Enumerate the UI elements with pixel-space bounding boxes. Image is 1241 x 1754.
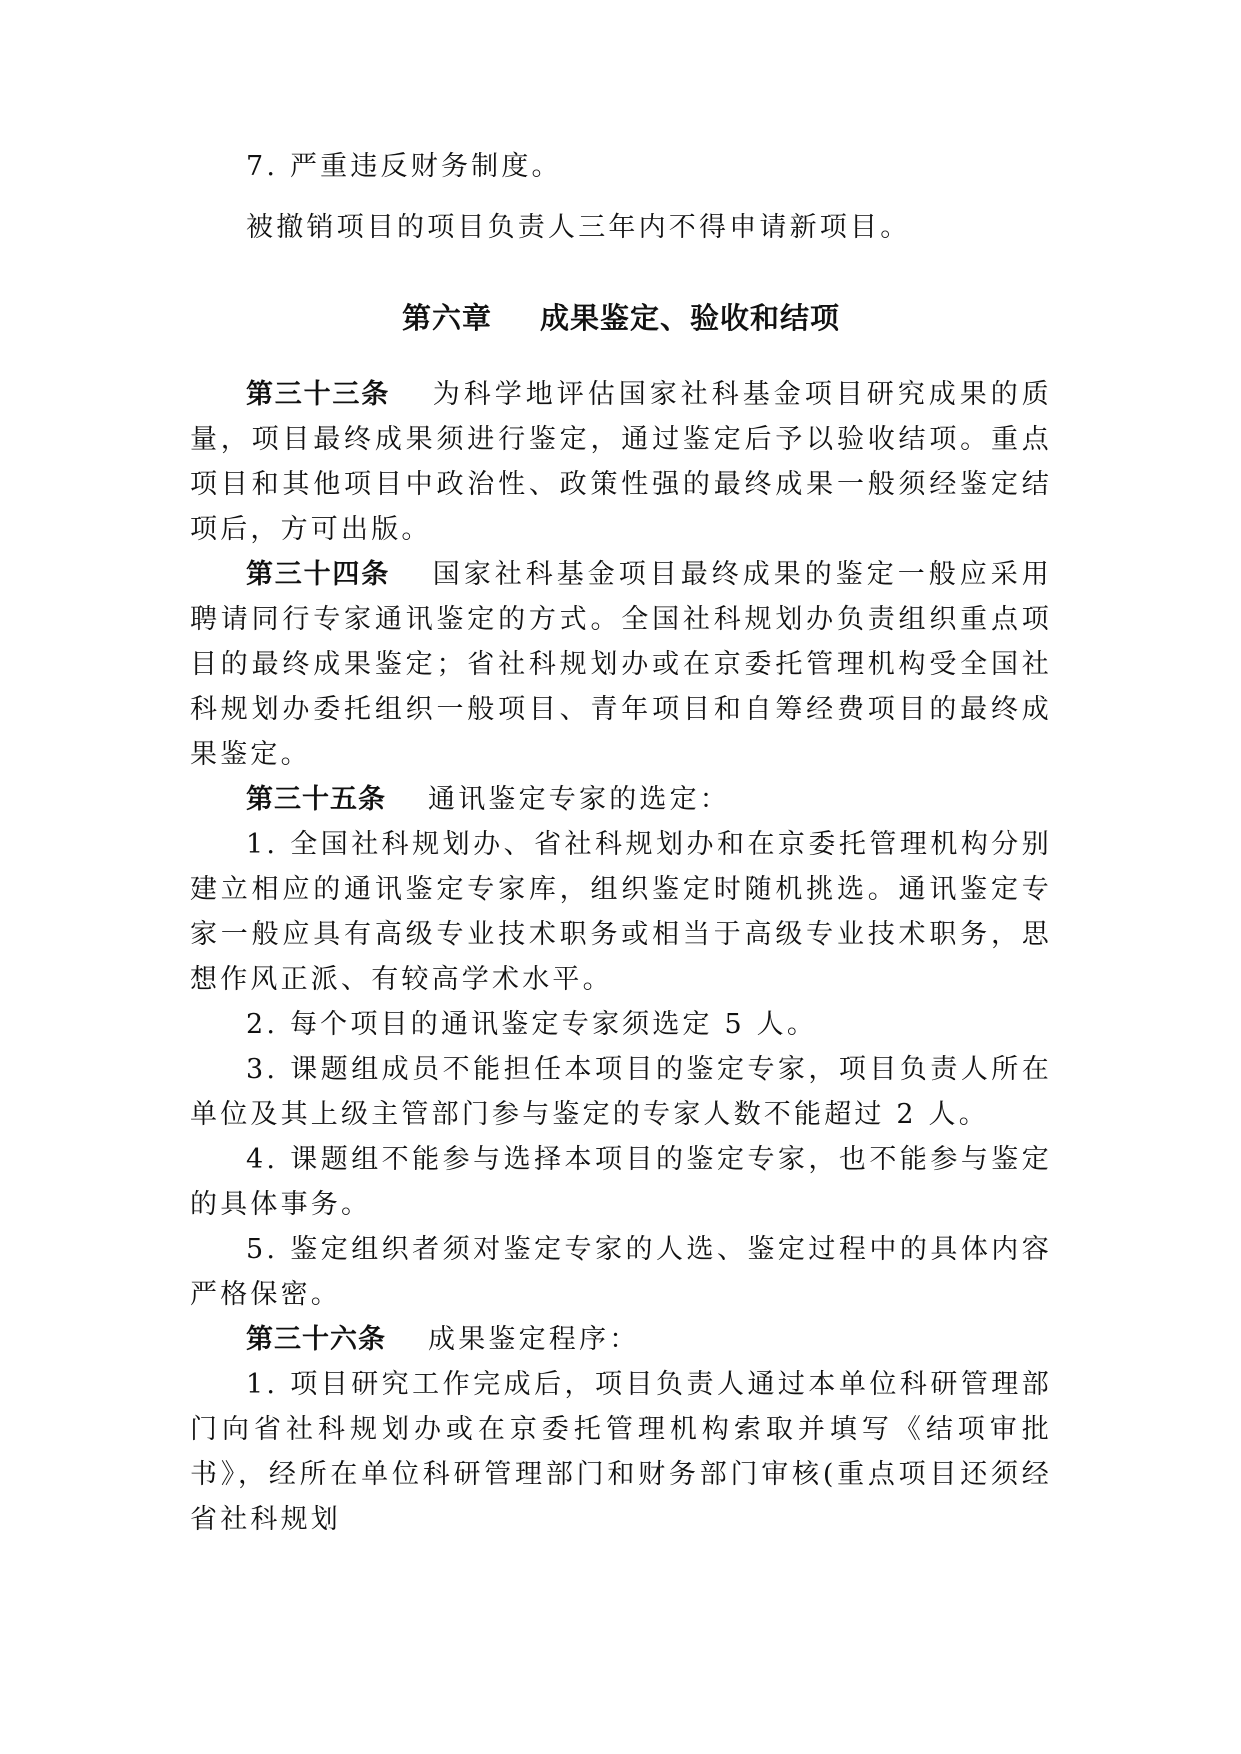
article-34 — [190, 552, 1052, 777]
list-item: 1. 全国社科规划办、省社科规划办和在京委托管理机构分别建立相应的通讯鉴定专家库，组织鉴定时随机挑选。通讯鉴定专家一般应具有高级专业技术职务或相当于高级专业技术职务，思想作风正派、有较高学术水平。 — [190, 829, 1052, 995]
chapter-number: 第六章 — [401, 301, 492, 335]
list-item: 4. 课题组不能参与选择本项目的鉴定专家，也不能参与鉴定的具体事务。 — [190, 1144, 1052, 1220]
chapter-heading — [190, 294, 1052, 342]
article-label: 第三十五条 — [246, 784, 386, 815]
article-label: 第三十三条 — [246, 379, 390, 410]
list-item: 1. 项目研究工作完成后，项目负责人通过本单位科研管理部门向省社科规划办或在京委托管理机构索取并填写《结项审批书》，经所在单位科研管理部门和财务部门审核(重点项目还须经省社科规划 — [190, 1369, 1052, 1535]
list-item: 7. 严重违反财务制度。 — [246, 151, 562, 182]
article-text: 国家社科基金项目最终成果的鉴定一般应采用聘请同行专家通讯鉴定的方式。全国社科规划办负责组织重点项目的最终成果鉴定；省社科规划办或在京委托管理机构受全国社科规划办委托组织一般项目、青年项目和自筹经费项目的最终成果鉴定。 — [190, 559, 1052, 770]
list-item: 2. 每个项目的通讯鉴定专家须选定 5 人。 — [246, 1009, 818, 1040]
article-label: 第三十四条 — [246, 559, 390, 590]
article-36 — [190, 1317, 1052, 1362]
chapter-title: 成果鉴定、验收和结项 — [540, 301, 841, 335]
paragraph: 被撤销项目的项目负责人三年内不得申请新项目。 — [246, 212, 911, 243]
list-item: 5. 鉴定组织者须对鉴定专家的人选、鉴定过程中的具体内容严格保密。 — [190, 1234, 1052, 1310]
article-text: 通讯鉴定专家的选定： — [428, 784, 730, 815]
article-text: 成果鉴定程序： — [428, 1324, 640, 1355]
article-35 — [190, 777, 1052, 822]
article-33 — [190, 372, 1052, 552]
document-page — [190, 144, 1052, 1542]
article-label: 第三十六条 — [246, 1324, 386, 1355]
article-text: 为科学地评估国家社科基金项目研究成果的质量，项目最终成果须进行鉴定，通过鉴定后予以验收结项。重点项目和其他项目中政治性、政策性强的最终成果一般须经鉴定结项后，方可出版。 — [190, 379, 1052, 545]
list-item: 3. 课题组成员不能担任本项目的鉴定专家，项目负责人所在单位及其上级主管部门参与鉴定的专家人数不能超过 2 人。 — [190, 1054, 1052, 1130]
